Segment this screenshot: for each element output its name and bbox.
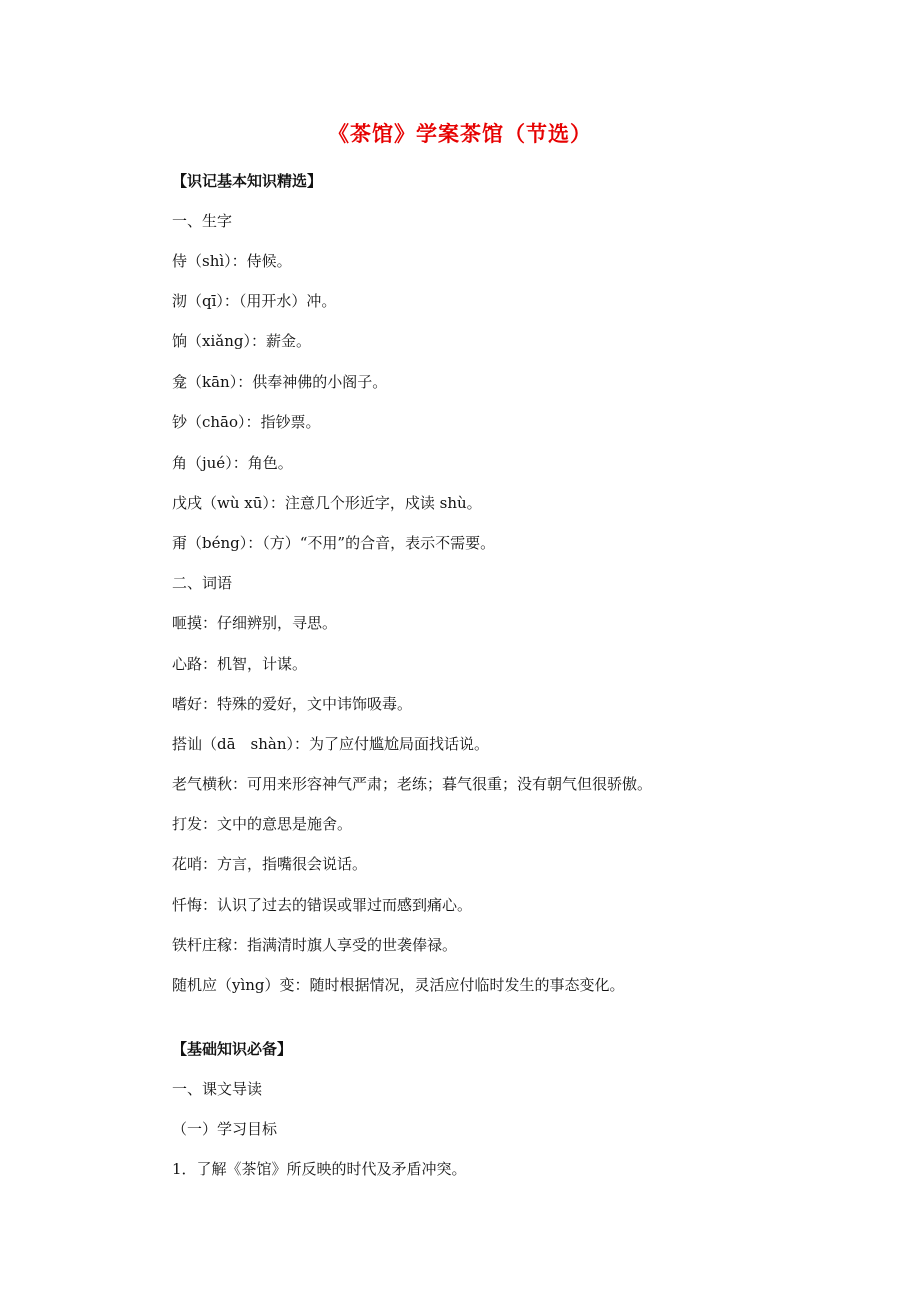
subheading-reading-guide: 一、课文导读 [172, 1080, 263, 1098]
char-entry: 钞（chāo）：指钞票。 [172, 413, 321, 431]
word-entry: 随机应（yìng）变：随时根据情况，灵活应付临时发生的事态变化。 [172, 976, 625, 994]
section-heading-knowledge: 【识记基本知识精选】 [172, 172, 323, 190]
word-entry: 打发：文中的意思是施舍。 [172, 815, 353, 833]
section-heading-basics: 【基础知识必备】 [172, 1040, 293, 1058]
word-entry: 老气横秋：可用来形容神气严肃；老练；暮气很重；没有朝气但很骄傲。 [172, 775, 653, 793]
subheading-words: 二、词语 [172, 574, 233, 592]
char-entry: 侍（shì）：侍候。 [172, 252, 292, 270]
word-entry: 忏悔：认识了过去的错误或罪过而感到痛心。 [172, 896, 473, 914]
char-entry: 饷（xiǎng）：薪金。 [172, 332, 311, 350]
word-entry: 花哨：方言，指嘴很会说话。 [172, 855, 368, 873]
char-entry: 甭（béng）：（方）“不用”的合音，表示不需要。 [172, 534, 496, 552]
word-entry: 搭讪（dā shàn）：为了应付尴尬局面找话说。 [172, 735, 490, 753]
char-entry: 角（jué）：角色。 [172, 454, 293, 472]
char-entry: 戊戌（wù xū）：注意几个形近字，戍读 shù。 [172, 494, 482, 512]
page-title: 《茶馆》学案茶馆（节选） [328, 121, 592, 146]
char-entry: 龛（kān）：供奉神佛的小阁子。 [172, 373, 388, 391]
goal-item: 1．了解《茶馆》所反映的时代及矛盾冲突。 [172, 1160, 467, 1178]
word-entry: 咂摸：仔细辨别，寻思。 [172, 614, 338, 632]
subheading-learning-goals: （一）学习目标 [172, 1120, 278, 1138]
char-entry: 沏（qī）：（用开水）冲。 [172, 292, 337, 310]
word-entry: 心路：机智，计谋。 [172, 655, 308, 673]
word-entry: 铁杆庄稼：指满清时旗人享受的世袭俸禄。 [172, 936, 458, 954]
subheading-characters: 一、生字 [172, 212, 233, 230]
word-entry: 嗜好：特殊的爱好，文中讳饰吸毒。 [172, 695, 413, 713]
